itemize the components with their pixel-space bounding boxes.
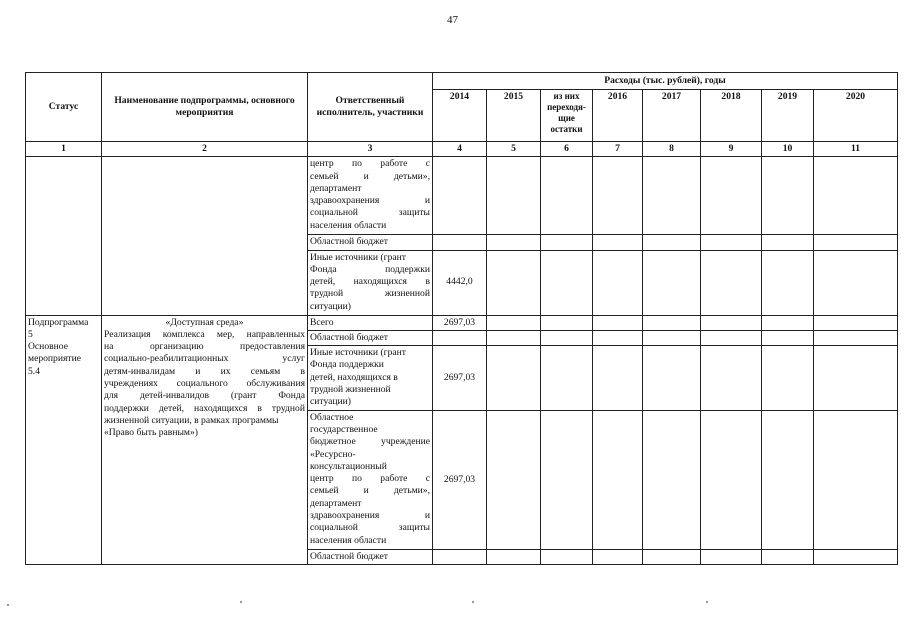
- scan-speck: [7, 604, 9, 606]
- header-2014: 2014: [433, 90, 487, 142]
- scan-speck: [472, 601, 474, 603]
- sub5-regional-budget-label-2: Областной бюджет: [308, 549, 433, 564]
- col-num: 5: [487, 142, 541, 157]
- sub5-status-cell: Подпрограмма 5 Основное мероприятие 5.4: [26, 315, 102, 564]
- col-num: 8: [643, 142, 701, 157]
- sub5-name-cell: «Доступная среда» Реализация комплекса мер, направленных на организацию предоставления социально-реабилитационных услуг детям-инвалидам и их семьям в учреждениях социального обслуживания для детей-инвалидов (грант Фонда поддержки детей, находящихся в трудной жизненной ситуации, в рамках программы «Право быть равным»): [102, 315, 308, 564]
- total-label: Всего: [308, 315, 433, 330]
- sub5-other-sources-2014: 2697,03: [433, 346, 487, 410]
- page-number: 47: [447, 14, 458, 26]
- total-2014: 2697,03: [433, 315, 487, 330]
- col-num: 3: [308, 142, 433, 157]
- header-2016: 2016: [593, 90, 643, 142]
- header-expenses: Расходы (тыс. рублей), годы: [433, 73, 898, 90]
- regional-budget-label: Областной бюджет: [308, 235, 433, 250]
- header-2015: 2015: [487, 90, 541, 142]
- institution-2014: 2697,03: [433, 410, 487, 549]
- other-sources-2014: 4442,0: [433, 250, 487, 315]
- header-carryover: из них переходя-щие остатки: [541, 90, 593, 142]
- sub5-regional-budget-label: Областной бюджет: [308, 330, 433, 345]
- expenses-table: [25, 72, 898, 565]
- status-cell: [26, 157, 102, 315]
- col-num: 6: [541, 142, 593, 157]
- table-row: [26, 315, 898, 330]
- col-num: 4: [433, 142, 487, 157]
- col-num: 11: [814, 142, 898, 157]
- other-sources-label: Иные источники (грант Фонда поддержки детей, находящихся в трудной жизненной ситуации): [308, 250, 433, 315]
- sub5-other-sources-label: Иные источники (грант Фонда поддержки детей, находящихся в трудной жизненной ситуации): [308, 346, 433, 410]
- scan-speck: [706, 601, 708, 603]
- table-row: [26, 157, 898, 235]
- col-num: 2: [102, 142, 308, 157]
- header-name: Наименование подпрограммы, основного мероприятия: [102, 73, 308, 142]
- col-num: 1: [26, 142, 102, 157]
- name-cell: [102, 157, 308, 315]
- col-num: 9: [701, 142, 762, 157]
- column-numbers-row: [26, 142, 898, 157]
- header-executor: Ответственный исполнитель, участники: [308, 73, 433, 142]
- header-2017: 2017: [643, 90, 701, 142]
- header-2020: 2020: [814, 90, 898, 142]
- col-num: 7: [593, 142, 643, 157]
- header-2018: 2018: [701, 90, 762, 142]
- executor-cell: центр по работе с семьей и детьми», департамент здравоохранения и социальной защиты населения области: [308, 157, 433, 235]
- header-status: Статус: [26, 73, 102, 142]
- scan-speck: [240, 601, 242, 603]
- col-num: 10: [762, 142, 814, 157]
- header-2019: 2019: [762, 90, 814, 142]
- institution-label: Областное государственное бюджетное учреждение «Ресурсно- консультационный центр по работе с семьей и детьми», департамент здравоохранения и социальной защиты населения области: [308, 410, 433, 549]
